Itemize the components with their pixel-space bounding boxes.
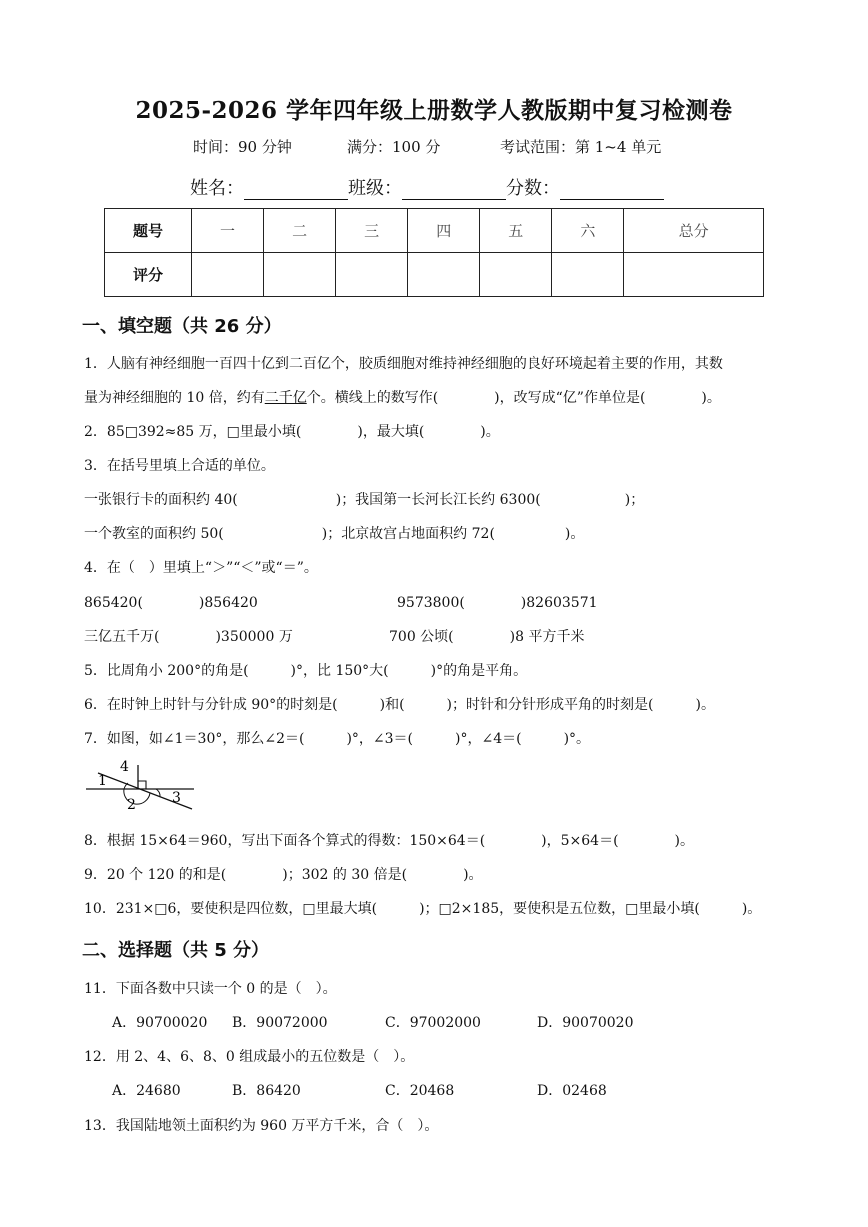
question-1-line2 bbox=[84, 387, 721, 407]
question-4-item-b2: 700 公顷( )8 平方千米 bbox=[389, 629, 585, 645]
q1-text-a: 量为神经细胞的 10 倍，约有 bbox=[84, 390, 265, 406]
class-label: 班级： bbox=[348, 178, 402, 199]
score-cell[interactable] bbox=[264, 253, 336, 297]
right-angle-mark bbox=[138, 781, 146, 789]
question-12: 12．用 2、4、6、8、0 组成最小的五位数是（ ）。 bbox=[84, 1049, 415, 1065]
score-cell[interactable] bbox=[408, 253, 480, 297]
question-4: 4．在（ ）里填上“＞”“＜”或“＝”。 bbox=[84, 560, 318, 576]
meta-time: 时间：90 分钟 bbox=[193, 138, 292, 156]
question-6: 6．在时钟上时针与分针成 90°的时刻是( )和( )；时针和分针形成平角的时刻是( )。 bbox=[84, 697, 715, 713]
angle-label-4: 4 bbox=[120, 759, 129, 775]
score-cell[interactable] bbox=[552, 253, 624, 297]
q11-option-a[interactable]: A．90700020 bbox=[112, 1015, 208, 1031]
exam-title: 2025-2026 学年四年级上册数学人教版期中复习检测卷 bbox=[135, 97, 733, 124]
meta-score: 满分：100 分 bbox=[347, 138, 441, 156]
column-header: 总分 bbox=[624, 209, 764, 253]
q11-option-c[interactable]: C．97002000 bbox=[385, 1015, 481, 1031]
question-11: 11．下面各数中只读一个 0 的是（ ）。 bbox=[84, 981, 337, 997]
question-4-item-b1: 三亿五千万( )350000 万 bbox=[84, 629, 293, 645]
question-10: 10．231×□6，要使积是四位数，□里最大填( )；□2×185，要使积是五位数，□里最小填( )。 bbox=[84, 901, 762, 917]
question-3-line-b: 一个教室的面积约 50( )；北京故宫占地面积约 72( )。 bbox=[84, 526, 585, 542]
question-4-item-a1: 865420( )856420 bbox=[84, 595, 258, 611]
column-header: 四 bbox=[408, 209, 480, 253]
question-9: 9．20 个 120 的和是( )；302 的 30 倍是( )。 bbox=[84, 867, 483, 883]
points-blank[interactable] bbox=[560, 183, 664, 200]
angle-label-2: 2 bbox=[127, 797, 136, 813]
question-3-line-a: 一张银行卡的面积约 40( )；我国第一长河长江长约 6300( )； bbox=[84, 492, 645, 508]
column-header: 五 bbox=[480, 209, 552, 253]
score-table bbox=[104, 208, 764, 297]
angle-label-1: 1 bbox=[98, 773, 107, 789]
q11-option-d[interactable]: D．90070020 bbox=[537, 1015, 634, 1031]
angle-figure bbox=[84, 757, 200, 813]
question-3: 3．在括号里填上合适的单位。 bbox=[84, 458, 275, 474]
section1-heading: 一、填空题（共 26 分） bbox=[82, 316, 282, 337]
name-blank[interactable] bbox=[244, 183, 348, 200]
column-header: 六 bbox=[552, 209, 624, 253]
question-2: 2．85□392≈85 万，□里最小填( )，最大填( )。 bbox=[84, 424, 500, 440]
id-fields bbox=[190, 174, 664, 200]
row-header-number: 题号 bbox=[105, 209, 192, 253]
question-5: 5．比周角小 200°的角是( )°，比 150°大( )°的角是平角。 bbox=[84, 663, 528, 679]
points-label: 分数： bbox=[506, 178, 560, 199]
q12-option-c[interactable]: C．20468 bbox=[385, 1083, 455, 1099]
question-4-item-a2: 9573800( )82603571 bbox=[397, 595, 598, 611]
angle-label-3: 3 bbox=[172, 790, 181, 806]
meta-range: 考试范围：第 1~4 单元 bbox=[500, 138, 662, 156]
column-header: 一 bbox=[192, 209, 264, 253]
q12-option-a[interactable]: A．24680 bbox=[112, 1083, 181, 1099]
score-cell[interactable] bbox=[480, 253, 552, 297]
name-label: 姓名： bbox=[190, 178, 244, 199]
column-header: 三 bbox=[336, 209, 408, 253]
q1-text-b: 个。横线上的数写作( )，改写成“亿”作单位是( )。 bbox=[306, 390, 721, 406]
q1-underlined-number: 二千亿 bbox=[264, 390, 307, 406]
score-table-row bbox=[105, 209, 764, 253]
question-8: 8．根据 15×64＝960，写出下面各个算式的得数：150×64＝( )，5×64＝( )。 bbox=[84, 833, 695, 849]
score-cell[interactable] bbox=[336, 253, 408, 297]
score-cell[interactable] bbox=[192, 253, 264, 297]
row-header-score: 评分 bbox=[105, 253, 192, 297]
q11-option-b[interactable]: B．90072000 bbox=[232, 1015, 328, 1031]
column-header: 二 bbox=[264, 209, 336, 253]
class-blank[interactable] bbox=[402, 183, 506, 200]
score-table-row bbox=[105, 253, 764, 297]
question-13: 13．我国陆地领土面积约为 960 万平方千米，合（ ）。 bbox=[84, 1118, 439, 1134]
q12-option-d[interactable]: D．02468 bbox=[537, 1083, 607, 1099]
question-1-line1: 1．人脑有神经细胞一百四十亿到二百亿个，胶质细胞对维持神经细胞的良好环境起着主要的作用，其数 bbox=[84, 356, 723, 372]
section2-heading: 二、选择题（共 5 分） bbox=[82, 940, 270, 961]
question-7: 7．如图，如∠1＝30°，那么∠2＝( )°，∠3＝( )°，∠4＝( )°。 bbox=[84, 731, 591, 747]
q12-option-b[interactable]: B．86420 bbox=[232, 1083, 301, 1099]
score-cell[interactable] bbox=[624, 253, 764, 297]
